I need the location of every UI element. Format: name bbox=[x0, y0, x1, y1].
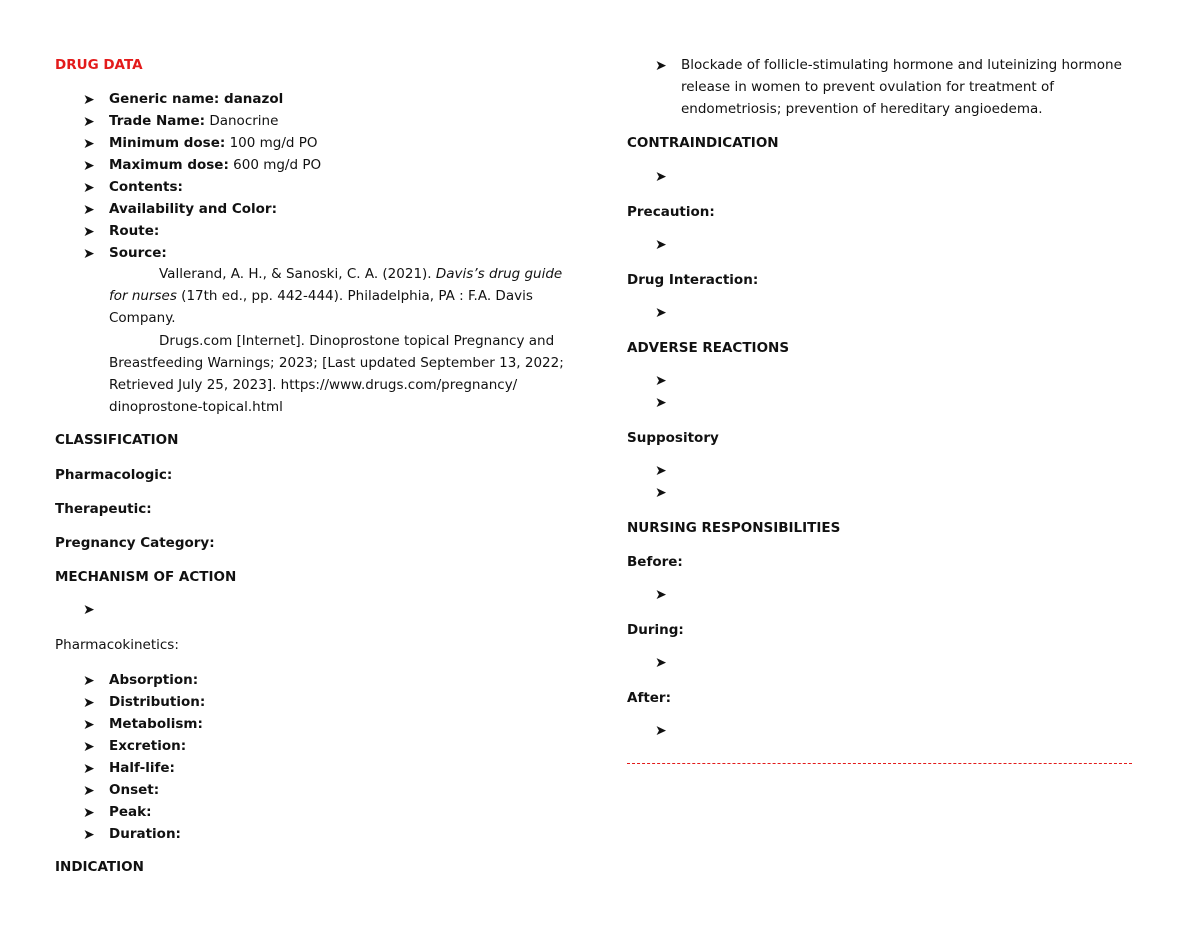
list-item bbox=[109, 200, 277, 218]
arrowhead-bullet-icon: ➤ bbox=[655, 395, 667, 411]
list-item bbox=[109, 803, 152, 821]
adverse-reactions-heading: ADVERSE REACTIONS bbox=[627, 340, 790, 356]
drug-data-heading: DRUG DATA bbox=[55, 57, 143, 73]
pregnancy-category-label: Pregnancy Category: bbox=[55, 535, 215, 551]
list-item bbox=[109, 134, 318, 152]
arrowhead-bullet-icon: ➤ bbox=[83, 246, 95, 262]
list-item-label: Generic name: danazol bbox=[109, 91, 284, 107]
arrowhead-bullet-icon: ➤ bbox=[83, 695, 95, 711]
list-item-label: Metabolism: bbox=[109, 716, 203, 732]
pharmacologic-label: Pharmacologic: bbox=[55, 467, 173, 483]
list-item bbox=[109, 244, 167, 262]
list-item-label: Availability and Color: bbox=[109, 201, 277, 217]
arrowhead-bullet-icon: ➤ bbox=[83, 805, 95, 821]
pharmacokinetics-label: Pharmacokinetics: bbox=[55, 637, 179, 653]
arrowhead-bullet-icon: ➤ bbox=[655, 723, 667, 739]
suppository-label: Suppository bbox=[627, 430, 719, 446]
reference-1-text-a: Vallerand, A. H., & Sanoski, C. A. (2021). bbox=[159, 266, 436, 282]
arrowhead-bullet-icon: ➤ bbox=[83, 673, 95, 689]
arrowhead-bullet-icon: ➤ bbox=[83, 783, 95, 799]
reference-1 bbox=[109, 263, 569, 329]
arrowhead-bullet-icon: ➤ bbox=[83, 180, 95, 196]
list-item-label: Peak: bbox=[109, 804, 152, 820]
mechanism-heading: MECHANISM OF ACTION bbox=[55, 569, 237, 585]
reference-2-text: Drugs.com [Internet]. Dinoprostone topical Pregnancy and Breastfeeding Warnings; 2023; [Last updated September 13, 2022; Retrieved July 25, 2023]. https://www.drugs.com/pregnancy/ dinoprostone-topical.html bbox=[109, 333, 564, 415]
list-item bbox=[109, 715, 203, 733]
list-item-label: Route: bbox=[109, 223, 160, 239]
list-item-value: Danocrine bbox=[205, 113, 279, 129]
nursing-responsibilities-heading: NURSING RESPONSIBILITIES bbox=[627, 520, 841, 536]
contraindication-heading: CONTRAINDICATION bbox=[627, 135, 779, 151]
arrowhead-bullet-icon: ➤ bbox=[83, 761, 95, 777]
arrowhead-bullet-icon: ➤ bbox=[83, 114, 95, 130]
after-label: After: bbox=[627, 690, 671, 706]
arrowhead-bullet-icon: ➤ bbox=[83, 224, 95, 240]
arrowhead-bullet-icon: ➤ bbox=[655, 655, 667, 671]
arrowhead-bullet-icon: ➤ bbox=[655, 169, 667, 185]
list-item bbox=[109, 825, 181, 843]
arrowhead-bullet-icon: ➤ bbox=[83, 717, 95, 733]
list-item-label: Duration: bbox=[109, 826, 181, 842]
indication-text: Blockade of follicle-stimulating hormone and luteinizing hormone release in women to prevent ovulation for treatment of endometriosis; prevention of hereditary angioedema. bbox=[681, 57, 1122, 117]
arrowhead-bullet-icon: ➤ bbox=[83, 827, 95, 843]
arrowhead-bullet-icon: ➤ bbox=[655, 305, 667, 321]
arrowhead-bullet-icon: ➤ bbox=[83, 602, 95, 618]
drug-interaction-label: Drug Interaction: bbox=[627, 272, 759, 288]
list-item bbox=[109, 781, 159, 799]
list-item bbox=[109, 737, 186, 755]
arrowhead-bullet-icon: ➤ bbox=[655, 463, 667, 479]
indication-heading: INDICATION bbox=[55, 859, 144, 875]
before-label: Before: bbox=[627, 554, 683, 570]
dashed-divider bbox=[627, 763, 1132, 764]
list-item bbox=[109, 90, 283, 108]
list-item-label: Absorption: bbox=[109, 672, 199, 688]
precaution-label: Precaution: bbox=[627, 204, 715, 220]
list-item-label: Excretion: bbox=[109, 738, 187, 754]
list-item bbox=[109, 693, 205, 711]
list-item bbox=[109, 156, 321, 174]
arrowhead-bullet-icon: ➤ bbox=[655, 373, 667, 389]
classification-heading: CLASSIFICATION bbox=[55, 432, 179, 448]
arrowhead-bullet-icon: ➤ bbox=[83, 202, 95, 218]
list-item-label: Minimum dose: bbox=[109, 135, 226, 151]
during-label: During: bbox=[627, 622, 684, 638]
list-item-label: Half-life: bbox=[109, 760, 175, 776]
therapeutic-label: Therapeutic: bbox=[55, 501, 152, 517]
arrowhead-bullet-icon: ➤ bbox=[655, 58, 667, 74]
list-item bbox=[109, 112, 278, 130]
arrowhead-bullet-icon: ➤ bbox=[83, 92, 95, 108]
list-item-label: Trade Name: bbox=[109, 113, 206, 129]
list-item-label: Distribution: bbox=[109, 694, 206, 710]
arrowhead-bullet-icon: ➤ bbox=[83, 136, 95, 152]
arrowhead-bullet-icon: ➤ bbox=[655, 237, 667, 253]
list-item bbox=[109, 671, 198, 689]
list-item-value: 100 mg/d PO bbox=[225, 135, 318, 151]
arrowhead-bullet-icon: ➤ bbox=[655, 587, 667, 603]
arrowhead-bullet-icon: ➤ bbox=[83, 158, 95, 174]
arrowhead-bullet-icon: ➤ bbox=[655, 485, 667, 501]
list-item-label: Contents: bbox=[109, 179, 183, 195]
list-item-label: Maximum dose: bbox=[109, 157, 229, 173]
list-item-value: 600 mg/d PO bbox=[228, 157, 322, 173]
list-item-label: Source: bbox=[109, 245, 167, 261]
arrowhead-bullet-icon: ➤ bbox=[83, 739, 95, 755]
list-item bbox=[109, 178, 183, 196]
reference-1-title: Davis’s drug guide for nurses bbox=[109, 266, 563, 304]
list-item bbox=[109, 759, 175, 777]
reference-2 bbox=[109, 330, 569, 418]
list-item-label: Onset: bbox=[109, 782, 160, 798]
list-item bbox=[109, 222, 159, 240]
reference-1-text-b: (17th ed., pp. 442-444). Philadelphia, PA : F.A. Davis Company. bbox=[109, 288, 533, 326]
